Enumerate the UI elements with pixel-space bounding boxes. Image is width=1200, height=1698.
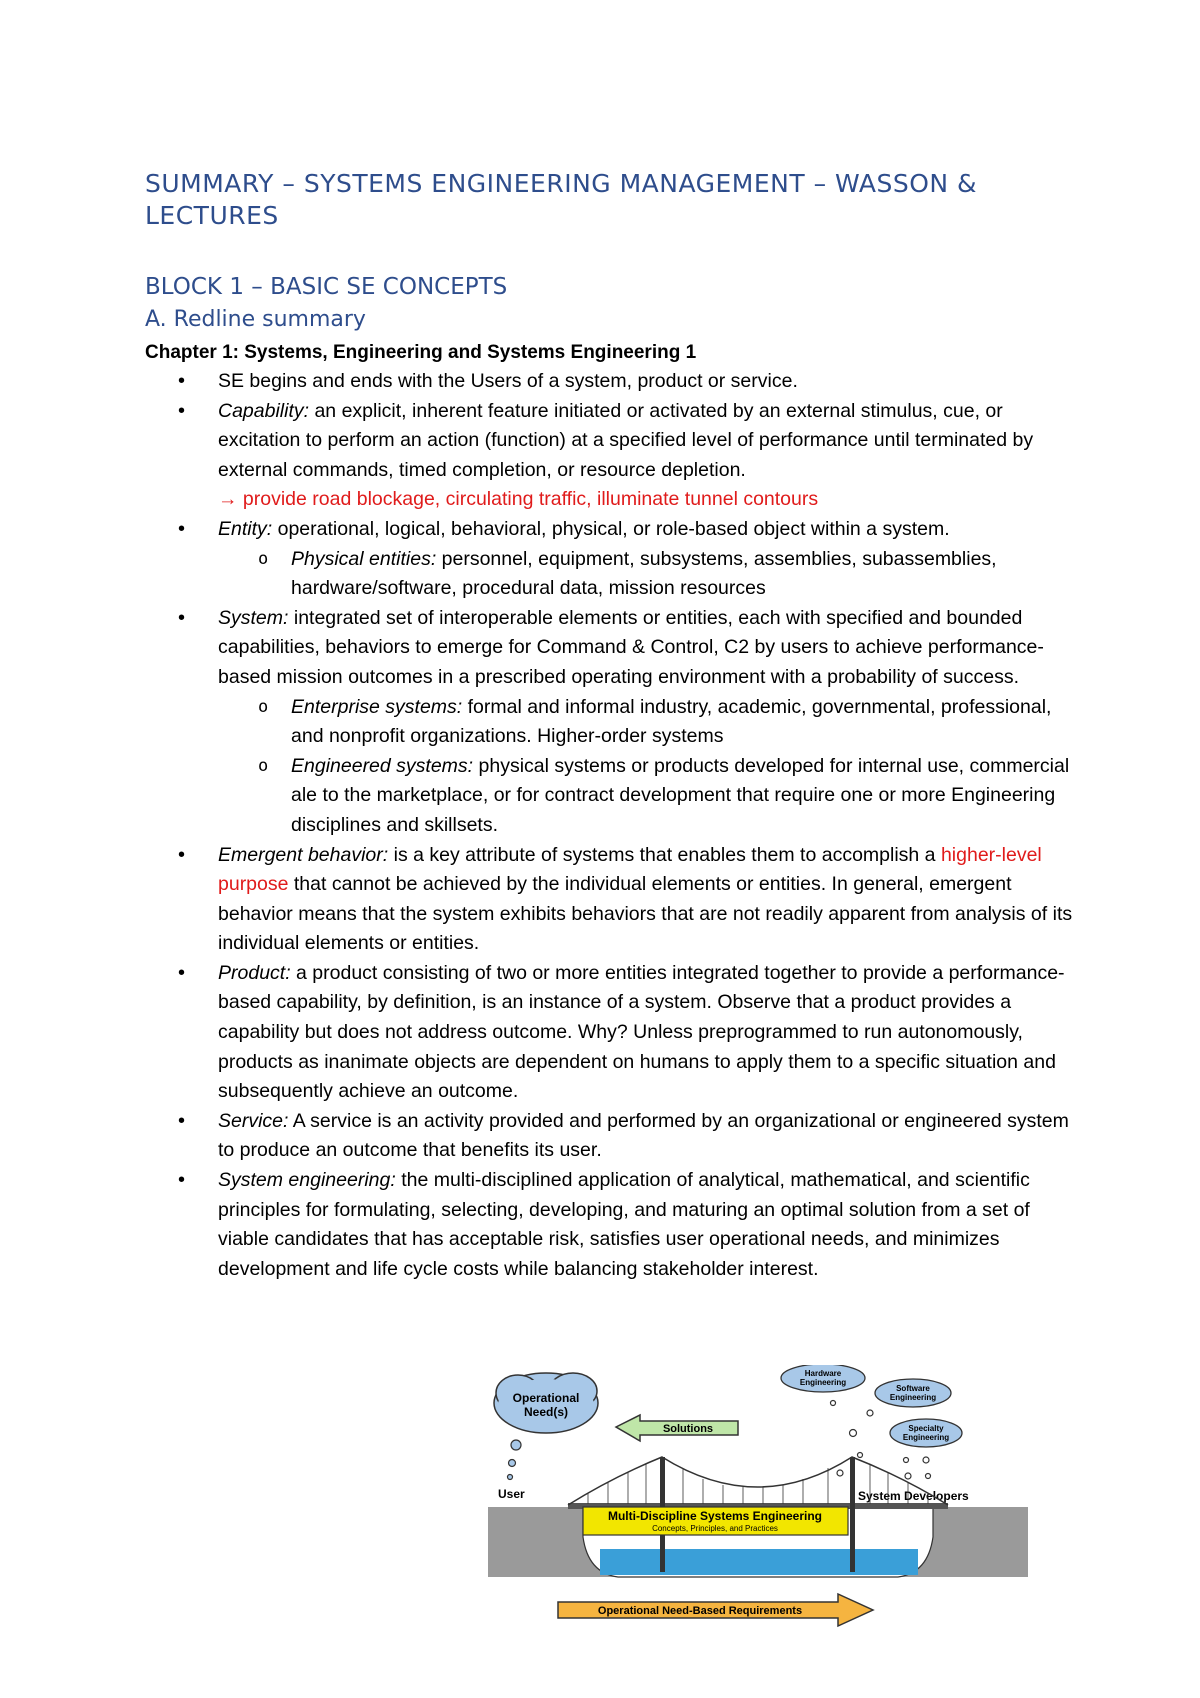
svg-text:Software: Software xyxy=(896,1384,930,1393)
list-item-emergent-behavior: • Emergent behavior: is a key attribute of systems that enables them to accomplish a higher-level purpose that cannot be achieved by the individual elements or entities. In general, emergent behavior means that the system exhibits behaviors that are not readily apparent from analysis of its individual elements or entities. xyxy=(218,841,1075,959)
example-line: → provide road blockage, circulating traffic, illuminate tunnel contours xyxy=(218,488,819,511)
list-item-service: • Service: A service is an activity provided and performed by an organizational or engineered system to produce an outcome that benefits its user. xyxy=(218,1107,1075,1166)
svg-text:Engineering: Engineering xyxy=(902,1433,950,1442)
solutions-label: Solutions xyxy=(662,1423,714,1435)
thought-bubble xyxy=(831,1401,836,1406)
list-item-system: • System: integrated set of interoperable elements or entities, each with specified and bounded capabilities, behaviors to emerge for Command & Control, C2 by users to achieve performance-based mission outcomes in a prescribed operating environment with a probability of success. o Enterprise systems: formal and informal industry, academic, governmental, professional, and nonprofit organizations. Higher-order systems o Engineered systems: physical systems or products developed for internal use, commercial ale to the marketplace, or for contract development that require one or more Engineering disciplines and skillsets. xyxy=(218,604,1075,841)
solutions-arrow xyxy=(616,1415,738,1441)
section-heading: A. Redline summary xyxy=(145,307,366,332)
term-label: Entity: xyxy=(218,517,273,540)
operational-need-line2: Need(s) xyxy=(523,1405,569,1419)
concept-list xyxy=(145,367,1075,1284)
term-label: Emergent behavior: xyxy=(218,843,389,866)
operational-need-cloud xyxy=(494,1373,598,1433)
svg-text:Specialty: Specialty xyxy=(908,1424,944,1433)
list-item-system-engineering: • System engineering: the multi-disciplined application of analytical, mathematical, and scientific principles for formulating, selecting, developing, and maturing an optimal solution from a set of viable candidates that has acceptable risk, satisfies user operational needs, and minimizes development and life cycle costs while balancing stakeholder interest. xyxy=(218,1166,1075,1284)
list-item-entity: • Entity: operational, logical, behavioral, physical, or role-based object within a system. o Physical entities: personnel, equipment, subsystems, assemblies, subassemblies, hardware/software, procedural data, mission resources xyxy=(218,515,1075,604)
thought-bubble xyxy=(926,1474,931,1479)
thought-bubble xyxy=(858,1453,863,1458)
diagram-svg xyxy=(488,1365,1028,1660)
term-label: Capability: xyxy=(218,399,310,422)
sub-list xyxy=(218,545,1075,604)
thought-bubble xyxy=(511,1440,521,1450)
svg-text:Hardware: Hardware xyxy=(804,1369,842,1378)
chapter-heading: Chapter 1: Systems, Engineering and Systems Engineering 1 xyxy=(145,342,697,363)
svg-text:Engineering: Engineering xyxy=(799,1378,847,1387)
thought-bubble xyxy=(508,1475,513,1480)
se-bridge-diagram xyxy=(488,1365,1028,1660)
thought-bubble xyxy=(867,1410,873,1416)
water xyxy=(600,1549,918,1575)
discipline-banner xyxy=(583,1507,848,1535)
requirements-arrow xyxy=(558,1594,873,1626)
page-title: SUMMARY – SYSTEMS ENGINEERING MANAGEMENT – WASSON & LECTURES xyxy=(145,169,978,230)
highlight-text: higher-level purpose xyxy=(218,843,1042,896)
term-label: System: xyxy=(218,606,289,629)
specialty-engineering-cloud xyxy=(890,1419,962,1447)
term-label: System engineering: xyxy=(218,1169,396,1192)
banner-subtitle: Concepts, Principles, and Practices xyxy=(652,1524,778,1533)
sub-item-enterprise-systems: o Enterprise systems: formal and informal industry, academic, governmental, professional, and nonprofit organizations. Higher-order systems xyxy=(291,693,1075,752)
thought-bubble xyxy=(904,1458,909,1463)
thought-bubble xyxy=(905,1473,911,1479)
banner-title: Multi-Discipline Systems Engineering xyxy=(607,1509,823,1523)
term-label: Service: xyxy=(218,1109,289,1132)
requirements-label: Operational Need-Based Requirements xyxy=(597,1605,803,1617)
bridge-tower xyxy=(850,1457,855,1572)
system-developers-label: System Developers xyxy=(858,1489,969,1503)
thought-bubble xyxy=(923,1457,929,1463)
thought-bubble xyxy=(837,1470,843,1476)
sub-item-physical-entities: o Physical entities: personnel, equipment, subsystems, assemblies, subassemblies, hardware/software, procedural data, mission resources xyxy=(291,545,1075,604)
thought-bubble xyxy=(850,1430,857,1437)
user-label: User xyxy=(498,1487,525,1501)
list-item-users: • SE begins and ends with the Users of a system, product or service. xyxy=(218,367,1075,397)
term-label: Product: xyxy=(218,961,291,984)
arrow-right-icon: → xyxy=(218,488,238,511)
operational-need-line1: Operational xyxy=(512,1391,580,1405)
block-heading: BLOCK 1 – BASIC SE CONCEPTS xyxy=(145,274,508,300)
sub-item-engineered-systems: o Engineered systems: physical systems or products developed for internal use, commercial ale to the marketplace, or for contract development that require one or more Engineering disciplines and skillsets. xyxy=(291,752,1075,841)
thought-bubble xyxy=(509,1460,516,1467)
sub-list xyxy=(218,693,1075,841)
hardware-engineering-cloud xyxy=(781,1365,865,1392)
summary-content xyxy=(145,367,1075,1284)
svg-text:Engineering: Engineering xyxy=(889,1393,937,1402)
list-item-capability: • Capability: an explicit, inherent feature initiated or activated by an external stimulus, cue, or excitation to perform an action (function) at a specified level of performance until terminated by external commands, timed completion, or resource depletion. → provide road blockage, circulating traffic, illuminate tunnel contours xyxy=(218,397,1075,515)
software-engineering-cloud xyxy=(875,1379,951,1407)
list-item-product: • Product: a product consisting of two or more entities integrated together to provide a performance-based capability, by definition, is an instance of a system. Observe that a product provides a capability but does not address outcome. Why? Unless preprogrammed to run autonomously, products as inanimate objects are dependent on humans to apply them to a specific situation and subsequently achieve an outcome. xyxy=(218,959,1075,1107)
